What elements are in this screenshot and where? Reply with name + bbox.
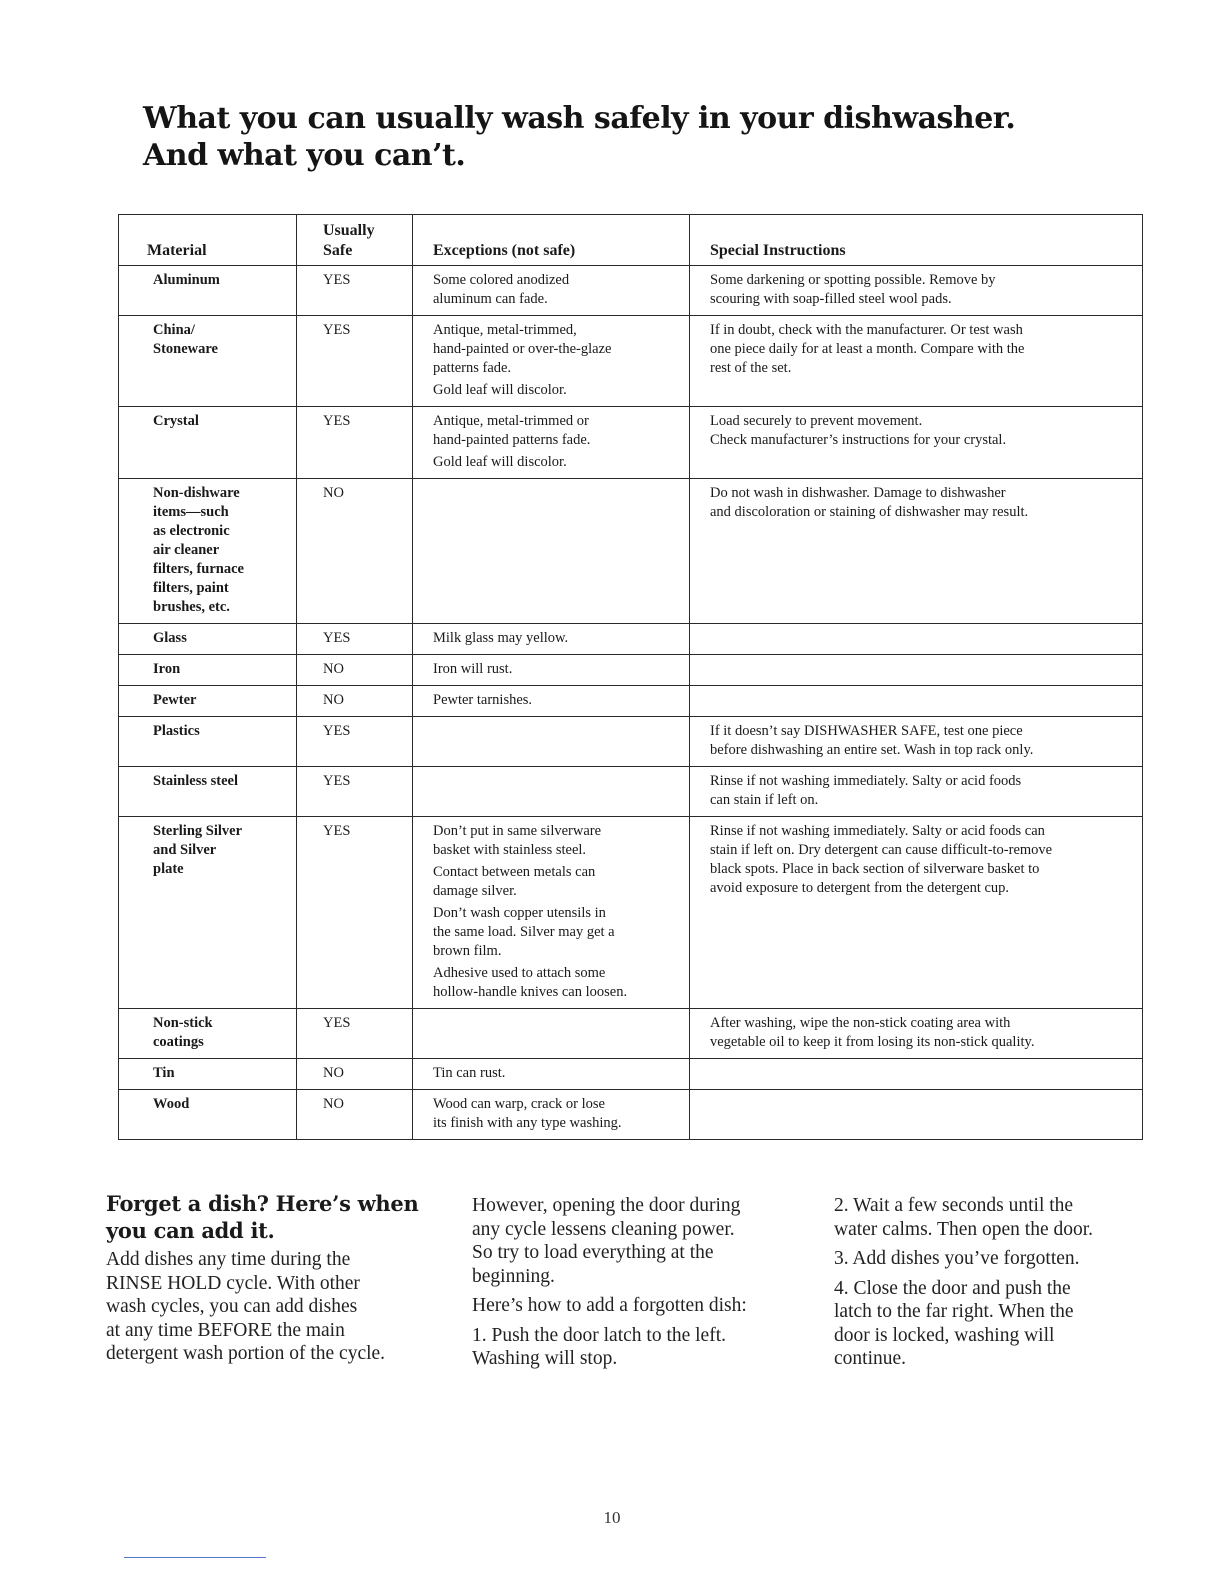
heading-line-1: Forget a dish? Here’s when [106,1191,419,1216]
special-instructions-cell [690,316,1143,407]
table-row [119,767,1143,817]
exception-note: Milk glass may yellow. [433,630,569,646]
material-name-line: Non-stick [153,1015,213,1031]
usually-safe-cell: YES [297,266,413,316]
material-cell [119,767,297,817]
material-cell [119,479,297,624]
material-cell [119,266,297,316]
material-cell [119,655,297,686]
forgotten-dish-section [106,1190,1146,1390]
table-header-row [119,215,1143,266]
header-usually-safe [297,215,413,266]
instruction-note: Load securely to prevent movement. Check manufacturer’s instructions for your crystal. [710,413,1007,448]
title-line-2: And what you can’t. [143,138,466,173]
material-cell [119,717,297,767]
material-cell [119,624,297,655]
exception-note: Gold leaf will discolor. [433,454,567,470]
exceptions-cell [413,1090,690,1140]
exception-note: Adhesive used to attach some hollow-handle knives can loosen. [433,965,628,1000]
material-name-line: Wood [153,1096,190,1112]
material-name-line: Stoneware [153,341,218,357]
table-row [119,1090,1143,1140]
material-name-line: air cleaner [153,542,220,558]
exceptions-cell [413,1009,690,1059]
link-underline [124,1557,266,1558]
material-name-line: Non-dishware [153,485,240,501]
usually-safe-cell: NO [297,479,413,624]
table-row [119,407,1143,479]
material-cell [119,1059,297,1090]
exceptions-cell [413,817,690,1009]
cleaning-power-paragraph: However, opening the door during any cycle lessens cleaning power. So try to load everything at the beginning. [472,1195,741,1287]
table-row [119,1059,1143,1090]
material-name-line: Glass [153,630,187,646]
usually-safe-cell: NO [297,1059,413,1090]
exceptions-cell [413,655,690,686]
material-name-line: plate [153,861,184,877]
forgotten-dish-column-3 [834,1194,1154,1377]
material-name-line: brushes, etc. [153,599,230,615]
material-cell [119,407,297,479]
rinse-hold-paragraph: Add dishes any time during the RINSE HOLD cycle. With other wash cycles, you can add dishes at any time BEFORE the main detergent wash portion of the cycle. [106,1249,386,1364]
material-name-line: and Silver [153,842,217,858]
page-title [143,100,1015,174]
usually-safe-cell: YES [297,316,413,407]
step-2: 2. Wait a few seconds until the water calms. Then open the door. [834,1195,1094,1240]
special-instructions-cell [690,407,1143,479]
step-3: 3. Add dishes you’ve forgotten. [834,1248,1080,1269]
material-name-line: as electronic [153,523,230,539]
material-name-line: filters, furnace [153,561,244,577]
exception-note: Antique, metal-trimmed or hand-painted patterns fade. [433,413,591,448]
exception-note: Some colored anodized aluminum can fade. [433,272,570,307]
step-4: 4. Close the door and push the latch to the far right. When the door is locked, washing will continue. [834,1277,1074,1369]
material-name-line: Pewter [153,692,197,708]
special-instructions-cell [690,266,1143,316]
material-name-line: Aluminum [153,272,220,288]
table-row [119,717,1143,767]
material-name-line: coatings [153,1034,204,1050]
table-row [119,316,1143,407]
material-name-line: Sterling Silver [153,823,243,839]
exception-note: Don’t wash copper utensils in the same load. Silver may get a brown film. [433,905,615,959]
exception-note: Gold leaf will discolor. [433,382,567,398]
header-material: Material [119,215,297,266]
forgotten-dish-heading [106,1190,436,1244]
forgotten-dish-column-1 [106,1190,436,1372]
exceptions-cell [413,717,690,767]
material-name-line: Plastics [153,723,200,739]
exceptions-cell [413,624,690,655]
exception-note: Iron will rust. [433,661,513,677]
title-line-1: What you can usually wash safely in your dishwasher. [143,101,1016,136]
exceptions-cell [413,316,690,407]
heading-line-2: you can add it. [106,1218,275,1243]
exception-note: Contact between metals can damage silver. [433,864,596,899]
exceptions-cell [413,1059,690,1090]
usually-safe-cell: YES [297,817,413,1009]
usually-safe-cell: NO [297,1090,413,1140]
special-instructions-cell [690,686,1143,717]
table-body [119,266,1143,1140]
instruction-note: Do not wash in dishwasher. Damage to dishwasher and discoloration or staining of dishwasher may result. [710,485,1029,520]
instruction-note: Rinse if not washing immediately. Salty or acid foods can stain if left on. [710,773,1022,808]
material-name-line: items—such [153,504,229,520]
usually-safe-cell: YES [297,624,413,655]
instruction-note: If it doesn’t say DISHWASHER SAFE, test one piece before dishwashing an entire set. Wash in top rack only. [710,723,1034,758]
exception-note: Don’t put in same silverware basket with stainless steel. [433,823,602,858]
exception-note: Tin can rust. [433,1065,506,1081]
instruction-note: After washing, wipe the non-stick coating area with vegetable oil to keep it from losing its non-stick quality. [710,1015,1035,1050]
table-row [119,624,1143,655]
material-name-line: Crystal [153,413,199,429]
step-1: 1. Push the door latch to the left. Washing will stop. [472,1324,726,1369]
exception-note: Wood can warp, crack or lose its finish with any type washing. [433,1096,622,1131]
instruction-note: Rinse if not washing immediately. Salty or acid foods can stain if left on. Dry detergent can cause difficult-to-remove black spots. Place in back section of silverware basket to avoid exposure to detergent from the detergent cup. [710,823,1053,896]
material-name-line: China/ [153,322,195,338]
special-instructions-cell [690,655,1143,686]
header-special-instructions: Special Instructions [690,215,1143,266]
special-instructions-cell [690,817,1143,1009]
header-safe-line-1: Usually [323,222,375,239]
forgotten-dish-column-2 [472,1194,802,1377]
usually-safe-cell: YES [297,1009,413,1059]
material-cell [119,1009,297,1059]
exceptions-cell [413,479,690,624]
special-instructions-cell [690,479,1143,624]
instruction-note: If in doubt, check with the manufacturer. Or test wash one piece daily for at least a month. Compare with the rest of the set. [710,322,1025,376]
material-cell [119,1090,297,1140]
table-row [119,655,1143,686]
header-safe-line-2: Safe [323,242,353,259]
how-to-add-paragraph: Here’s how to add a forgotten dish: [472,1295,747,1316]
special-instructions-cell [690,767,1143,817]
exceptions-cell [413,266,690,316]
material-name-line: Iron [153,661,181,677]
instruction-note: Some darkening or spotting possible. Remove by scouring with soap-filled steel wool pads. [710,272,996,307]
page-number: 10 [603,1508,621,1527]
special-instructions-cell [690,624,1143,655]
exception-note: Pewter tarnishes. [433,692,533,708]
exceptions-cell [413,407,690,479]
material-name-line: Stainless steel [153,773,238,789]
special-instructions-cell [690,717,1143,767]
table-row [119,266,1143,316]
usually-safe-cell: YES [297,717,413,767]
material-cell [119,686,297,717]
special-instructions-cell [690,1059,1143,1090]
header-exceptions: Exceptions (not safe) [413,215,690,266]
usually-safe-cell: NO [297,655,413,686]
special-instructions-cell [690,1009,1143,1059]
exceptions-cell [413,686,690,717]
material-name-line: Tin [153,1065,175,1081]
material-cell [119,817,297,1009]
table-row [119,479,1143,624]
table-row [119,1009,1143,1059]
usually-safe-cell: YES [297,767,413,817]
special-instructions-cell [690,1090,1143,1140]
material-name-line: filters, paint [153,580,229,596]
material-cell [119,316,297,407]
usually-safe-cell: NO [297,686,413,717]
table-row [119,817,1143,1009]
table-row [119,686,1143,717]
exceptions-cell [413,767,690,817]
exception-note: Antique, metal-trimmed, hand-painted or over-the-glaze patterns fade. [433,322,612,376]
usually-safe-cell: YES [297,407,413,479]
dishwasher-safety-table [118,214,1143,1140]
